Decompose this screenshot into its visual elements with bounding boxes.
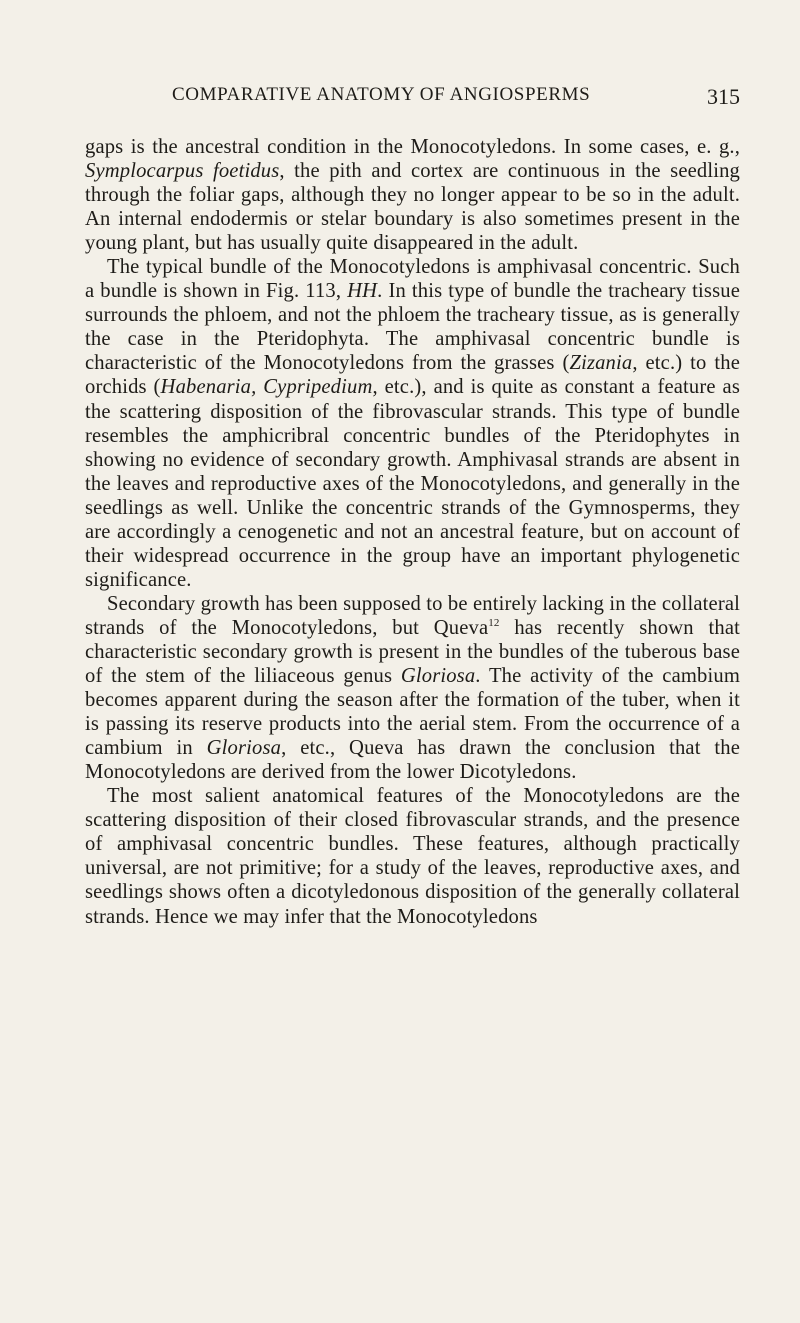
paragraph-1: gaps is the ancestral condition in the Monocotyledons. In some cases, e. g., Symplocarpus foetidus, the pith and cortex are continuous in the seedling through the foliar gaps, although they no longer appear to be so in the adult. An internal endodermis or stelar boundary is also sometimes present in the young plant, but has usually quite disappeared in the adult. bbox=[85, 136, 740, 255]
genus-name: Gloriosa bbox=[400, 665, 476, 688]
page-header bbox=[172, 84, 740, 110]
paragraph-2: The typical bundle of the Monocotyledons is amphivasal concentric. Such a bundle is shown in Fig. 113, HH. In this type of bundle the tracheary tissue surrounds the phloem, and not the phloem the tracheary tissue, as is generally the case in the Pteridophyta. The amphivasal concentric bundle is characteristic of the Monocotyledons from the grasses (Zizania, etc.) to the orchids (Habenaria, Cypripedium, etc.), and is quite as constant a feature as the scattering disposition of the fibrovascular strands. This type of bundle resembles the amphicribral concentric bundles of the Pteridophytes in showing no evidence of secondary growth. Amphivasal strands are absent in the leaves and reproductive axes of the Monocotyledons, and generally in the seedlings as well. Unlike the concentric strands of the Gymnosperms, they are accordingly a cenogenetic and not an ancestral feature, but on account of their widespread occurrence in the group have an important phylogenetic significance. bbox=[85, 256, 740, 591]
genus-name: Zizania bbox=[569, 352, 633, 375]
page-number: 315 bbox=[707, 84, 740, 109]
paragraph-3: Secondary growth has been supposed to be entirely lacking in the collateral strands of the Monocotyledons, but Queva$^{12}$ has recently shown that characteristic secondary growth is present in the bundles of the tuberous base of the stem of the liliaceous genus Gloriosa. The activity of the cambium becomes apparent during the season after the formation of the tuber, when it is passing its reserve products into the aerial stem. From the occurrence of a cambium in Gloriosa, etc., Queva has drawn the conclusion that the Monocotyledons are derived from the lower Dicotyledons. bbox=[85, 592, 740, 784]
body-text bbox=[85, 135, 740, 929]
genus-names: Habenaria, Cypripedium bbox=[160, 376, 373, 399]
reference-superscript: 12 bbox=[488, 616, 500, 629]
paragraph-4: The most salient anatomical features of the Monocotyledons are the scattering disposition of their closed fibrovascular strands, and the presence of amphivasal concentric bundles. These features, although practically universal, are not primitive; for a study of the leaves, reproductive axes, and seedlings shows often a dicotyledonous disposition of the generally collateral strands. Hence we may infer that the Monocotyledons bbox=[85, 785, 740, 928]
species-name: Symplocarpus foetidus bbox=[85, 160, 280, 183]
running-title: COMPARATIVE ANATOMY OF ANGIOSPERMS bbox=[172, 84, 591, 105]
genus-name: Gloriosa bbox=[206, 737, 282, 760]
figure-label: HH bbox=[347, 280, 378, 303]
